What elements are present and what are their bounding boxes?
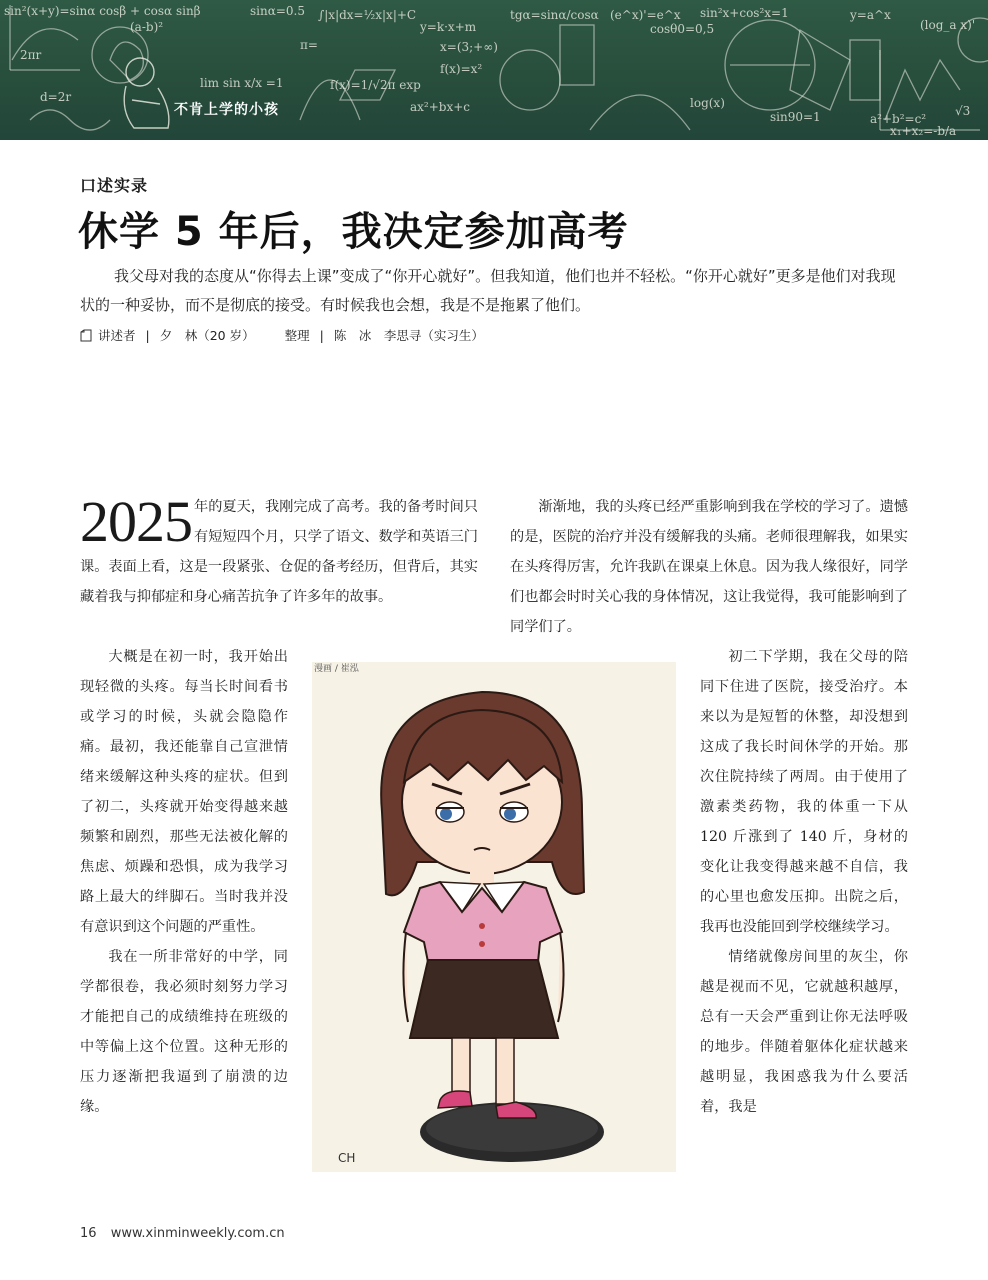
article-column-left-narrow [80,642,288,1122]
chalk-formula: √3 [955,104,971,118]
chalk-formula: x₁+x₂=-b/a [890,124,957,138]
chalk-formula: cosθ0=0,5 [650,22,715,36]
dropcap-year: 2025 [80,489,192,554]
chalk-formula: x=(3;+∞) [440,40,498,54]
narrator-name: 夕 林（20 岁） [159,328,255,343]
chalk-formula: ∫|x|dx=½x|x|+C [318,8,417,22]
article-column-right-narrow [700,642,908,1122]
byline [80,326,484,344]
site-url[interactable]: www.xinminweekly.com.cn [110,1226,285,1241]
editor-names: 陈 冰 李思寻（实习生） [333,328,484,343]
chalk-formula: 2πr [20,48,42,62]
chalk-formula: (log_a x)' [920,18,976,32]
chalk-formula: sin²(x+y)=sinα cosβ + cosα sinβ [4,4,201,18]
pen-icon [80,329,92,342]
chalk-formula: tgα=sinα/cosα [510,8,599,22]
artist-signature: CH [338,1151,356,1165]
paragraph: 渐渐地，我的头疼已经严重影响到我在学校的学习了。遗憾的是，医院的治疗并没有缓解我的头痛。老师很理解我，如果实在头疼得厉害，允许我趴在课桌上休息。因为我人缘很好，同学们也都会时时关心我的身体情况，这让我觉得，我可能影响到了同学们了。 [510,499,908,635]
chalk-formula: log(x) [690,96,725,110]
paragraph: 大概是在初一时，我开始出现轻微的头疼。每当长时间看书或学习的时候，头就会隐隐作痛。最初，我还能靠自己宣泄情绪来缓解这种头疼的症状。但到了初二，头疼就开始变得越来越频繁和剧烈，那些无法被化解的焦虑、烦躁和恐惧，成为我学习路上最大的绊脚石。当时我并没有意识到这个问题的严重性。 [80,649,288,935]
chalk-formula: sin90=1 [770,110,821,124]
column-label: 不肯上学的小孩 [174,102,279,118]
chalk-formula: ax²+bx+c [410,100,471,114]
byline-separator: | [319,327,324,343]
illustration-credit: 漫画 / 崔泓 [314,664,359,674]
paragraph: 2025 年的夏天，我刚完成了高考。我的备考时间只有短短四个月，只学了语文、数学和英语三门课。表面上看，这是一段紧张、仓促的备考经历，但背后，其实藏着我与抑郁症和身心痛苦抗争了许多年的故事。 [80,489,478,605]
chalk-formula: π= [300,38,318,52]
chalk-formula: f(x)=x² [440,62,483,76]
byline-separator: | [145,327,150,343]
illustration-girl [312,662,676,1172]
chalk-formula: f(x)=1/√2π exp [330,78,421,92]
paragraph: 情绪就像房间里的灰尘，你越是视而不见，它就越积越厚，总有一天会严重到让你无法呼吸的地步。伴随着躯体化症状越来越明显，我困惑我为什么要活着，我是 [700,949,908,1115]
chalk-formula: y=k·x+m [420,20,477,34]
chalkboard-banner [0,0,988,140]
chalk-formula: sin²x+cos²x=1 [700,6,789,20]
chalk-formula: d=2r [40,90,72,104]
chalk-formula: lim sin x/x =1 [200,76,284,90]
chalk-formula: a²+b²=c² [870,112,927,126]
paragraph: 我在一所非常好的中学，同学都很卷，我必须时刻努力学习才能把自己的成绩维持在班级的中等偏上这个位置。这种无形的压力逐渐把我逼到了崩溃的边缘。 [80,949,288,1115]
article-column-left-top [80,489,478,612]
editor-label: 整理 [284,328,310,343]
page-number: 16 [80,1226,97,1241]
lead-paragraph: 我父母对我的态度从“你得去上课”变成了“你开心就好”。但我知道，他们也并不轻松。“你开心就好”更多是他们对我现状的一种妥协，而不是彻底的接受。有时候我也会想，我是不是拖累了他们。 [80,267,896,314]
section-label: 口述实录 [80,176,149,195]
girl-cartoon [312,662,676,1172]
page-footer [80,1226,285,1241]
chalk-formula: (a-b)² [130,20,164,34]
narrator-label: 讲述者 [98,328,136,343]
chalk-formula: y=a^x [850,8,891,22]
page-title: 休学 5 年后，我决定参加高考 [78,209,629,255]
chalk-formula: (e^x)'=e^x [610,8,681,22]
article-column-right-top [510,492,908,642]
paragraph: 初二下学期，我在父母的陪同下住进了医院，接受治疗。本来以为是短暂的休整，却没想到这成了我长时间休学的开始。那次住院持续了两周。由于使用了激素类药物，我的体重一下从 120 斤涨到了 140 斤，身材的变化让我变得越来越不自信，我的心里也愈发压抑。出院之后，我再也没能回到学校继续学习。 [700,649,908,935]
chalk-formula: sinα=0.5 [250,4,305,18]
